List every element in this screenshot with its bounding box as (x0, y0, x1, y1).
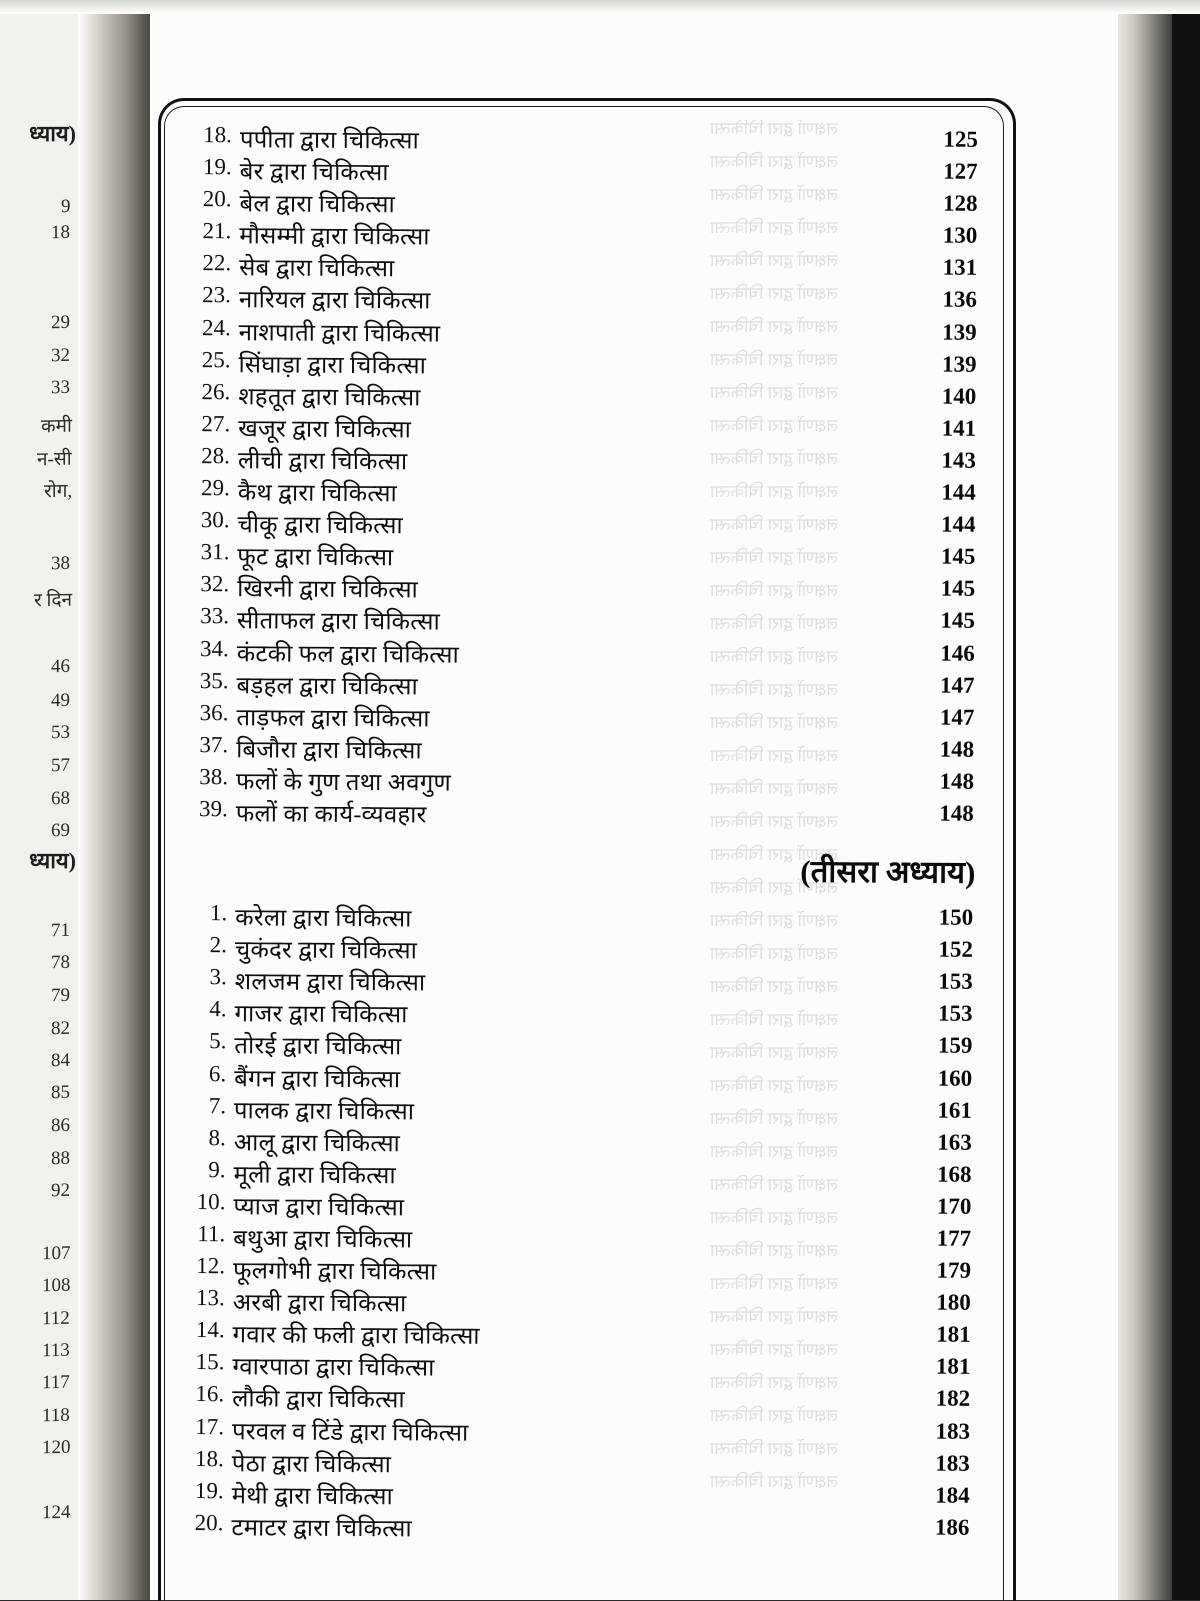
left-page-entry-page-number: 124 (41, 1501, 70, 1524)
left-page-entry-page-number: 29 (51, 311, 70, 334)
chapter-heading-label: (तीसरा अध्याय) (800, 853, 976, 890)
left-page-entry-page-number: 108 (41, 1274, 70, 1297)
toc-entry-number: 20. (202, 186, 232, 212)
toc-entry-page-number: 183 (935, 1418, 971, 1444)
showthrough-line: लक्षणों द्वारा चिकित्सा (710, 1043, 838, 1062)
left-page-entry-page-number: 49 (51, 689, 70, 712)
toc-entry-title: पेठा द्वारा चिकित्सा (231, 1450, 392, 1478)
toc-entry-page-number: 163 (937, 1129, 972, 1155)
toc-entry-number: 20. (194, 1509, 224, 1536)
showthrough-line: लक्षणों द्वारा चिकित्सा (710, 120, 838, 138)
left-page-entry-page-number: 86 (51, 1114, 70, 1137)
showthrough-line: लक्षणों द्वारा चिकित्सा (710, 779, 838, 798)
showthrough-line: लक्षणों द्वारा चिकित्सा (710, 317, 838, 336)
left-page-entry-page-number: 46 (51, 655, 70, 678)
toc-entry-title: करेला द्वारा चिकित्सा (235, 905, 412, 933)
left-page-entry-page-number: 33 (51, 376, 70, 399)
toc-entry[interactable] (184, 1125, 974, 1162)
toc-entry[interactable] (183, 1189, 973, 1226)
toc-entry-page-number: 139 (941, 351, 977, 377)
left-page-entry-page-number: 85 (51, 1081, 70, 1104)
showthrough-line: लक्षणों द्वारा चिकित्सा (710, 1274, 838, 1293)
showthrough-line: लक्षणों द्वारा चिकित्सा (710, 1439, 838, 1458)
toc-entry-page-number: 148 (939, 768, 975, 794)
toc-entry-title: चीकू द्वारा चिकित्सा (237, 512, 403, 540)
toc-entry-page-number: 159 (937, 1033, 973, 1059)
left-page-entry-page-number: 112 (42, 1307, 70, 1330)
left-page-entry-page-number: 71 (51, 919, 70, 942)
toc-entry[interactable] (187, 603, 977, 640)
toc-entry-page-number: 145 (940, 608, 976, 634)
toc-entry[interactable] (184, 1093, 974, 1130)
showthrough-line: लक्षणों द्वारा चिकित्सा (710, 482, 838, 501)
toc-entry-page-number: 183 (935, 1450, 970, 1476)
toc-entry-page-number: 152 (938, 936, 974, 962)
showthrough-line: लक्षणों द्वारा चिकित्सा (710, 383, 838, 402)
toc-entry[interactable] (183, 1317, 973, 1354)
toc-entry[interactable] (190, 122, 980, 159)
toc-entry-number: 37. (199, 731, 229, 758)
showthrough-line: लक्षणों द्वारा चिकित्सा (710, 614, 838, 633)
toc-entry-title: शलजम द्वारा चिकित्सा (234, 969, 426, 997)
toc-entry-number: 33. (200, 603, 230, 629)
toc-entry[interactable] (186, 668, 976, 705)
toc-entry-title: मेथी द्वारा चिकित्सा (231, 1483, 394, 1511)
toc-entry-title: सेब द्वारा चिकित्सा (239, 255, 395, 283)
toc-entry-title: शहतूत द्वारा चिकित्सा (238, 384, 421, 412)
left-page-entry-page-number: 38 (51, 552, 70, 575)
toc-entry[interactable] (188, 347, 978, 384)
toc-entry-number: 35. (199, 667, 229, 693)
left-page-entry-title-fragment: रोग, (43, 480, 72, 503)
showthrough-line: लक्षणों द्वारा चिकित्सा (710, 1307, 838, 1326)
toc-entry-page-number: 145 (940, 543, 976, 570)
toc-entry-page-number: 127 (943, 158, 978, 184)
toc-entry-title: तोरई द्वारा चिकित्सा (234, 1033, 402, 1061)
left-page-entry-page-number: 117 (42, 1371, 70, 1394)
showthrough-line: लक्षणों द्वारा चिकित्सा (710, 548, 838, 567)
toc-entry-title: बेल द्वारा चिकित्सा (239, 191, 396, 219)
toc-entry-number: 22. (202, 250, 232, 276)
toc-entry-number: 7. (208, 1092, 227, 1118)
toc-entry-page-number: 161 (937, 1097, 973, 1123)
toc-entry-number: 17. (195, 1413, 225, 1439)
showthrough-line: लक्षणों द्वारा चिकित्सा (710, 218, 838, 237)
toc-entry[interactable] (185, 900, 975, 937)
toc-entry[interactable] (188, 475, 978, 512)
toc-entry-number: 36. (199, 699, 229, 725)
showthrough-line: लक्षणों द्वारा चिकित्सा (710, 878, 838, 897)
toc-entry-page-number: 140 (941, 383, 977, 409)
toc-entry[interactable] (187, 539, 977, 576)
toc-entry-page-number: 141 (941, 415, 977, 441)
toc-entry-number: 3. (209, 964, 227, 990)
showthrough-line: लक्षणों द्वारा चिकित्सा (710, 416, 838, 435)
toc-entry-title: खजूर द्वारा चिकित्सा (238, 416, 412, 444)
toc-entry-page-number: 146 (940, 640, 975, 666)
toc-entry[interactable] (182, 1381, 972, 1418)
left-page-entry-page-number: 68 (51, 787, 70, 810)
toc-entry-number: 11. (197, 1221, 226, 1247)
toc-entry-page-number: 182 (935, 1386, 971, 1412)
toc-entry-title: परवल व टिंडे द्वारा चिकित्सा (231, 1418, 469, 1447)
showthrough-line: लक्षणों द्वारा चिकित्सा (710, 746, 838, 765)
toc-entry-number: 32. (200, 571, 230, 597)
toc-entry-title: खिरनी द्वारा चिकित्सा (237, 576, 419, 604)
left-page-entry-page-number: 107 (41, 1242, 70, 1265)
toc-entry-number: 29. (200, 475, 230, 501)
toc-entry[interactable] (183, 1221, 973, 1258)
toc-entry[interactable] (187, 571, 977, 608)
toc-entry-page-number: 143 (941, 447, 977, 473)
toc-entry-page-number: 184 (935, 1482, 970, 1508)
toc-entry-number: 28. (201, 443, 231, 469)
toc-entry[interactable] (186, 764, 976, 801)
showthrough-line: लक्षणों द्वारा चिकित्सा (710, 680, 838, 699)
showthrough-line: लक्षणों द्वारा चिकित्सा (710, 1241, 838, 1260)
toc-entry-title: फलों के गुण तथा अवगुण (235, 769, 452, 797)
toc-entry-title: नारियल द्वारा चिकित्सा (238, 287, 431, 315)
showthrough-line: लक्षणों द्वारा चिकित्सा (710, 812, 838, 831)
showthrough-line: लक्षणों द्वारा चिकित्सा (710, 251, 838, 270)
toc-entry-title: फूट द्वारा चिकित्सा (237, 544, 394, 572)
toc-entry-number: 21. (202, 218, 232, 244)
toc-entry-page-number: 181 (935, 1353, 971, 1380)
toc-entry-number: 34. (199, 635, 229, 661)
toc-entry-number: 4. (209, 996, 227, 1022)
toc-entry-title: चुकंदर द्वारा चिकित्सा (234, 937, 418, 965)
showthrough-line: लक्षणों द्वारा चिकित्सा (710, 1373, 838, 1392)
showthrough-line: लक्षणों द्वारा चिकित्सा (710, 845, 838, 864)
toc-entry-number: 5. (209, 1028, 227, 1054)
left-page-entry-page-number: 9 (60, 195, 70, 218)
toc-entry-number: 10. (196, 1188, 226, 1215)
showthrough-line: लक्षणों द्वारा चिकित्सा (710, 1472, 838, 1491)
toc-entry-page-number: 153 (937, 1000, 973, 1027)
left-page-entry-page-number: 82 (51, 1017, 70, 1040)
toc-entry-title: लीची द्वारा चिकित्सा (237, 448, 408, 476)
showthrough-line: लक्षणों द्वारा चिकित्सा (710, 1208, 838, 1227)
photo-background-right (1172, 0, 1200, 1600)
showthrough-line: लक्षणों द्वारा चिकित्सा (710, 1142, 838, 1161)
toc-entry-number: 9. (208, 1156, 226, 1183)
toc-entry-page-number: 186 (934, 1514, 970, 1540)
left-page-entry-page-number: 113 (42, 1339, 70, 1362)
toc-entry[interactable] (185, 964, 975, 1001)
left-page-chapter-heading-top: ध्याय) (29, 121, 76, 146)
toc-entry[interactable] (188, 379, 978, 416)
showthrough-line: लक्षणों द्वारा चिकित्सा (710, 977, 838, 996)
toc-entry-title: ताड़फल द्वारा चिकित्सा (236, 704, 430, 733)
toc-entry-title: कंटकी फल द्वारा चिकित्सा (236, 640, 460, 669)
left-page-entry-page-number: 69 (51, 819, 70, 842)
toc-entry-page-number: 136 (942, 287, 978, 313)
left-page-entry-title-fragment: र दिन (33, 589, 72, 612)
toc-entry-number: 23. (202, 282, 232, 308)
left-page-entry-page-number: 120 (41, 1436, 70, 1459)
toc-entry-title: पपीता द्वारा चिकित्सा (239, 127, 420, 155)
toc-entry-title: नाशपाती द्वारा चिकित्सा (238, 319, 441, 348)
toc-entry[interactable] (183, 1157, 973, 1194)
showthrough-line: लक्षणों द्वारा चिकित्सा (710, 1010, 838, 1029)
toc-entry-number: 1. (209, 900, 228, 926)
showthrough-line: लक्षणों द्वारा चिकित्सा (710, 1109, 838, 1128)
toc-entry[interactable] (185, 932, 975, 969)
toc-entry-title: फलों का कार्य-व्यवहार (235, 801, 427, 829)
toc-entry-title: बेर द्वारा चिकित्सा (239, 159, 389, 187)
left-page-entry-page-number: 18 (51, 221, 70, 244)
toc-entry[interactable] (183, 1253, 973, 1290)
toc-entry[interactable] (182, 1414, 972, 1451)
showthrough-line: लक्षणों द्वारा चिकित्सा (710, 152, 838, 171)
showthrough-line: लक्षणों द्वारा चिकित्सा (710, 515, 838, 534)
toc-entry[interactable] (189, 315, 979, 352)
toc-entry[interactable] (187, 635, 977, 672)
toc-entry-number: 19. (194, 1477, 224, 1503)
chapter-heading (185, 842, 975, 905)
toc-entry[interactable] (183, 1285, 973, 1322)
toc-entry-number: 30. (200, 507, 230, 533)
toc-entry[interactable] (186, 700, 976, 737)
toc-entry-title: ग्वारपाठा द्वारा चिकित्सा (232, 1354, 435, 1382)
toc-entry-number: 8. (208, 1124, 226, 1150)
toc-entry-number: 39. (198, 796, 228, 822)
left-page-entry-title-fragment: कमी (41, 415, 72, 438)
toc-entry-number: 2. (209, 932, 228, 958)
toc-entry-number: 24. (201, 314, 231, 340)
showthrough-line: लक्षणों द्वारा चिकित्सा (710, 350, 838, 369)
toc-entry-number: 31. (200, 539, 230, 565)
toc-entry-page-number: 128 (942, 190, 978, 216)
showthrough-line: लक्षणों द्वारा चिकित्सा (710, 581, 838, 600)
left-page-entry-page-number: 88 (51, 1147, 70, 1170)
left-page-chapter-heading-mid: ध्याय) (29, 848, 76, 873)
showthrough-line: लक्षणों द्वारा चिकित्सा (710, 1175, 838, 1194)
showthrough-line: लक्षणों द्वारा चिकित्सा (710, 1340, 838, 1359)
toc-entry-page-number: 168 (937, 1161, 972, 1187)
toc-entry-number: 6. (208, 1060, 227, 1086)
toc-entry[interactable] (181, 1510, 971, 1547)
toc-entry-page-number: 147 (939, 704, 975, 730)
toc-entry-page-number: 181 (936, 1321, 971, 1348)
showthrough-line: लक्षणों द्वारा चिकित्सा (710, 911, 838, 930)
toc-entry-page-number: 150 (938, 904, 974, 930)
toc-entry-title: मौसम्मी द्वारा चिकित्सा (239, 223, 430, 251)
showthrough-line: लक्षणों द्वारा चिकित्सा (710, 449, 838, 468)
left-page-entry-page-number: 78 (51, 951, 70, 974)
toc-entry[interactable] (182, 1446, 972, 1483)
toc-entry-number: 19. (202, 154, 232, 180)
toc-entry-page-number: 160 (937, 1065, 973, 1091)
left-page-entry-page-number: 32 (51, 344, 70, 367)
toc-entry-page-number: 144 (941, 479, 976, 505)
toc-entry-title: लौकी द्वारा चिकित्सा (232, 1386, 405, 1414)
left-page-entry-page-number: 53 (51, 721, 70, 744)
left-page-entry-page-number: 57 (51, 754, 70, 777)
toc-entry-page-number: 144 (940, 511, 976, 537)
toc-entry[interactable] (189, 186, 979, 223)
page-edge-top (0, 0, 1200, 14)
toc-entry-title: प्याज द्वारा चिकित्सा (233, 1194, 405, 1222)
toc-entry-page-number: 131 (942, 254, 978, 281)
toc-entry[interactable] (184, 1028, 974, 1065)
toc-entry-page-number: 148 (939, 736, 975, 762)
toc-entry-number: 16. (195, 1381, 225, 1407)
left-page-entry-page-number: 118 (42, 1404, 70, 1427)
toc-entry-number: 25. (201, 346, 231, 372)
toc-entry-number: 26. (201, 378, 231, 405)
showthrough-line: लक्षणों द्वारा चिकित्सा (710, 647, 838, 666)
toc-entry-number: 18. (203, 122, 232, 148)
showthrough-line: लक्षणों द्वारा चिकित्सा (710, 284, 838, 303)
toc-entry[interactable] (190, 154, 980, 191)
toc-entry-title: कैथ द्वारा चिकित्सा (237, 480, 398, 508)
toc-entry-number: 12. (196, 1253, 226, 1279)
toc-entry[interactable] (184, 1061, 974, 1098)
showthrough-line: लक्षणों द्वारा चिकित्सा (710, 944, 838, 963)
toc-entry-page-number: 148 (939, 800, 974, 826)
toc-entry[interactable] (184, 996, 974, 1033)
showthrough-line: लक्षणों द्वारा चिकित्सा (710, 185, 838, 204)
toc-entry[interactable] (189, 250, 979, 287)
left-page-entry-title-fragment: न-सी (37, 448, 72, 471)
toc-entry-number: 38. (199, 763, 229, 790)
toc-entry[interactable] (187, 507, 977, 544)
showthrough-line: लक्षणों द्वारा चिकित्सा (710, 1076, 838, 1095)
toc-entry-title: आलू द्वारा चिकित्सा (233, 1130, 401, 1158)
toc-entry-number: 14. (195, 1317, 225, 1343)
toc-entry-page-number: 180 (936, 1289, 971, 1315)
showthrough-line: लक्षणों द्वारा चिकित्सा (710, 713, 838, 732)
toc-entry-title: फूलगोभी द्वारा चिकित्सा (232, 1258, 437, 1286)
toc-entry[interactable] (182, 1478, 972, 1515)
left-page-toc-column (0, 0, 78, 1600)
toc-entry-title: बिजौरा द्वारा चिकित्सा (236, 737, 422, 765)
toc-entry-number: 13. (195, 1285, 225, 1311)
toc-entry-title: अरबी द्वारा चिकित्सा (232, 1290, 407, 1318)
toc-entry[interactable] (186, 732, 976, 769)
toc-entry[interactable] (182, 1349, 972, 1386)
right-page (150, 0, 1125, 1600)
table-of-contents (181, 122, 980, 1547)
toc-entry-page-number: 139 (942, 319, 977, 345)
toc-entry-title: गवार की फली द्वारा चिकित्सा (232, 1322, 480, 1351)
toc-entry-title: टमाटर द्वारा चिकित्सा (231, 1515, 412, 1543)
toc-entry-title: बथुआ द्वारा चिकित्सा (233, 1226, 413, 1254)
toc-entry-title: गाजर द्वारा चिकित्सा (234, 1001, 408, 1029)
toc-entry[interactable] (186, 796, 976, 833)
toc-entry-title: सिंघाड़ा द्वारा चिकित्सा (238, 351, 427, 380)
toc-entry-page-number: 177 (936, 1225, 972, 1251)
toc-entry-page-number: 153 (938, 968, 973, 995)
toc-entry-page-number: 147 (940, 672, 975, 698)
toc-entry-number: 15. (195, 1349, 225, 1375)
toc-entry-number: 18. (195, 1445, 224, 1471)
toc-entry-page-number: 179 (936, 1257, 972, 1283)
toc-entry-page-number: 125 (943, 126, 978, 152)
left-page-entry-page-number: 92 (51, 1179, 70, 1202)
toc-entry-title: सीताफल द्वारा चिकित्सा (236, 608, 440, 636)
toc-entry[interactable] (189, 282, 979, 319)
toc-entry-title: बैंगन द्वारा चिकित्सा (234, 1065, 401, 1093)
toc-entry-number: 27. (201, 410, 231, 437)
toc-entry-title: पालक द्वारा चिकित्सा (233, 1097, 415, 1126)
toc-entry[interactable] (188, 443, 978, 480)
left-page-entry-page-number: 84 (51, 1049, 70, 1072)
toc-entry-page-number: 130 (942, 222, 978, 249)
toc-entry-title: मूली द्वारा चिकित्सा (233, 1162, 396, 1190)
toc-entry-page-number: 170 (936, 1193, 972, 1219)
toc-entry[interactable] (188, 411, 978, 448)
toc-entry-page-number: 145 (940, 575, 976, 602)
toc-entry-title: बड़हल द्वारा चिकित्सा (236, 672, 419, 700)
left-page-entry-page-number: 79 (51, 984, 70, 1007)
showthrough-line: लक्षणों द्वारा चिकित्सा (710, 1406, 838, 1425)
toc-entry[interactable] (189, 218, 979, 255)
